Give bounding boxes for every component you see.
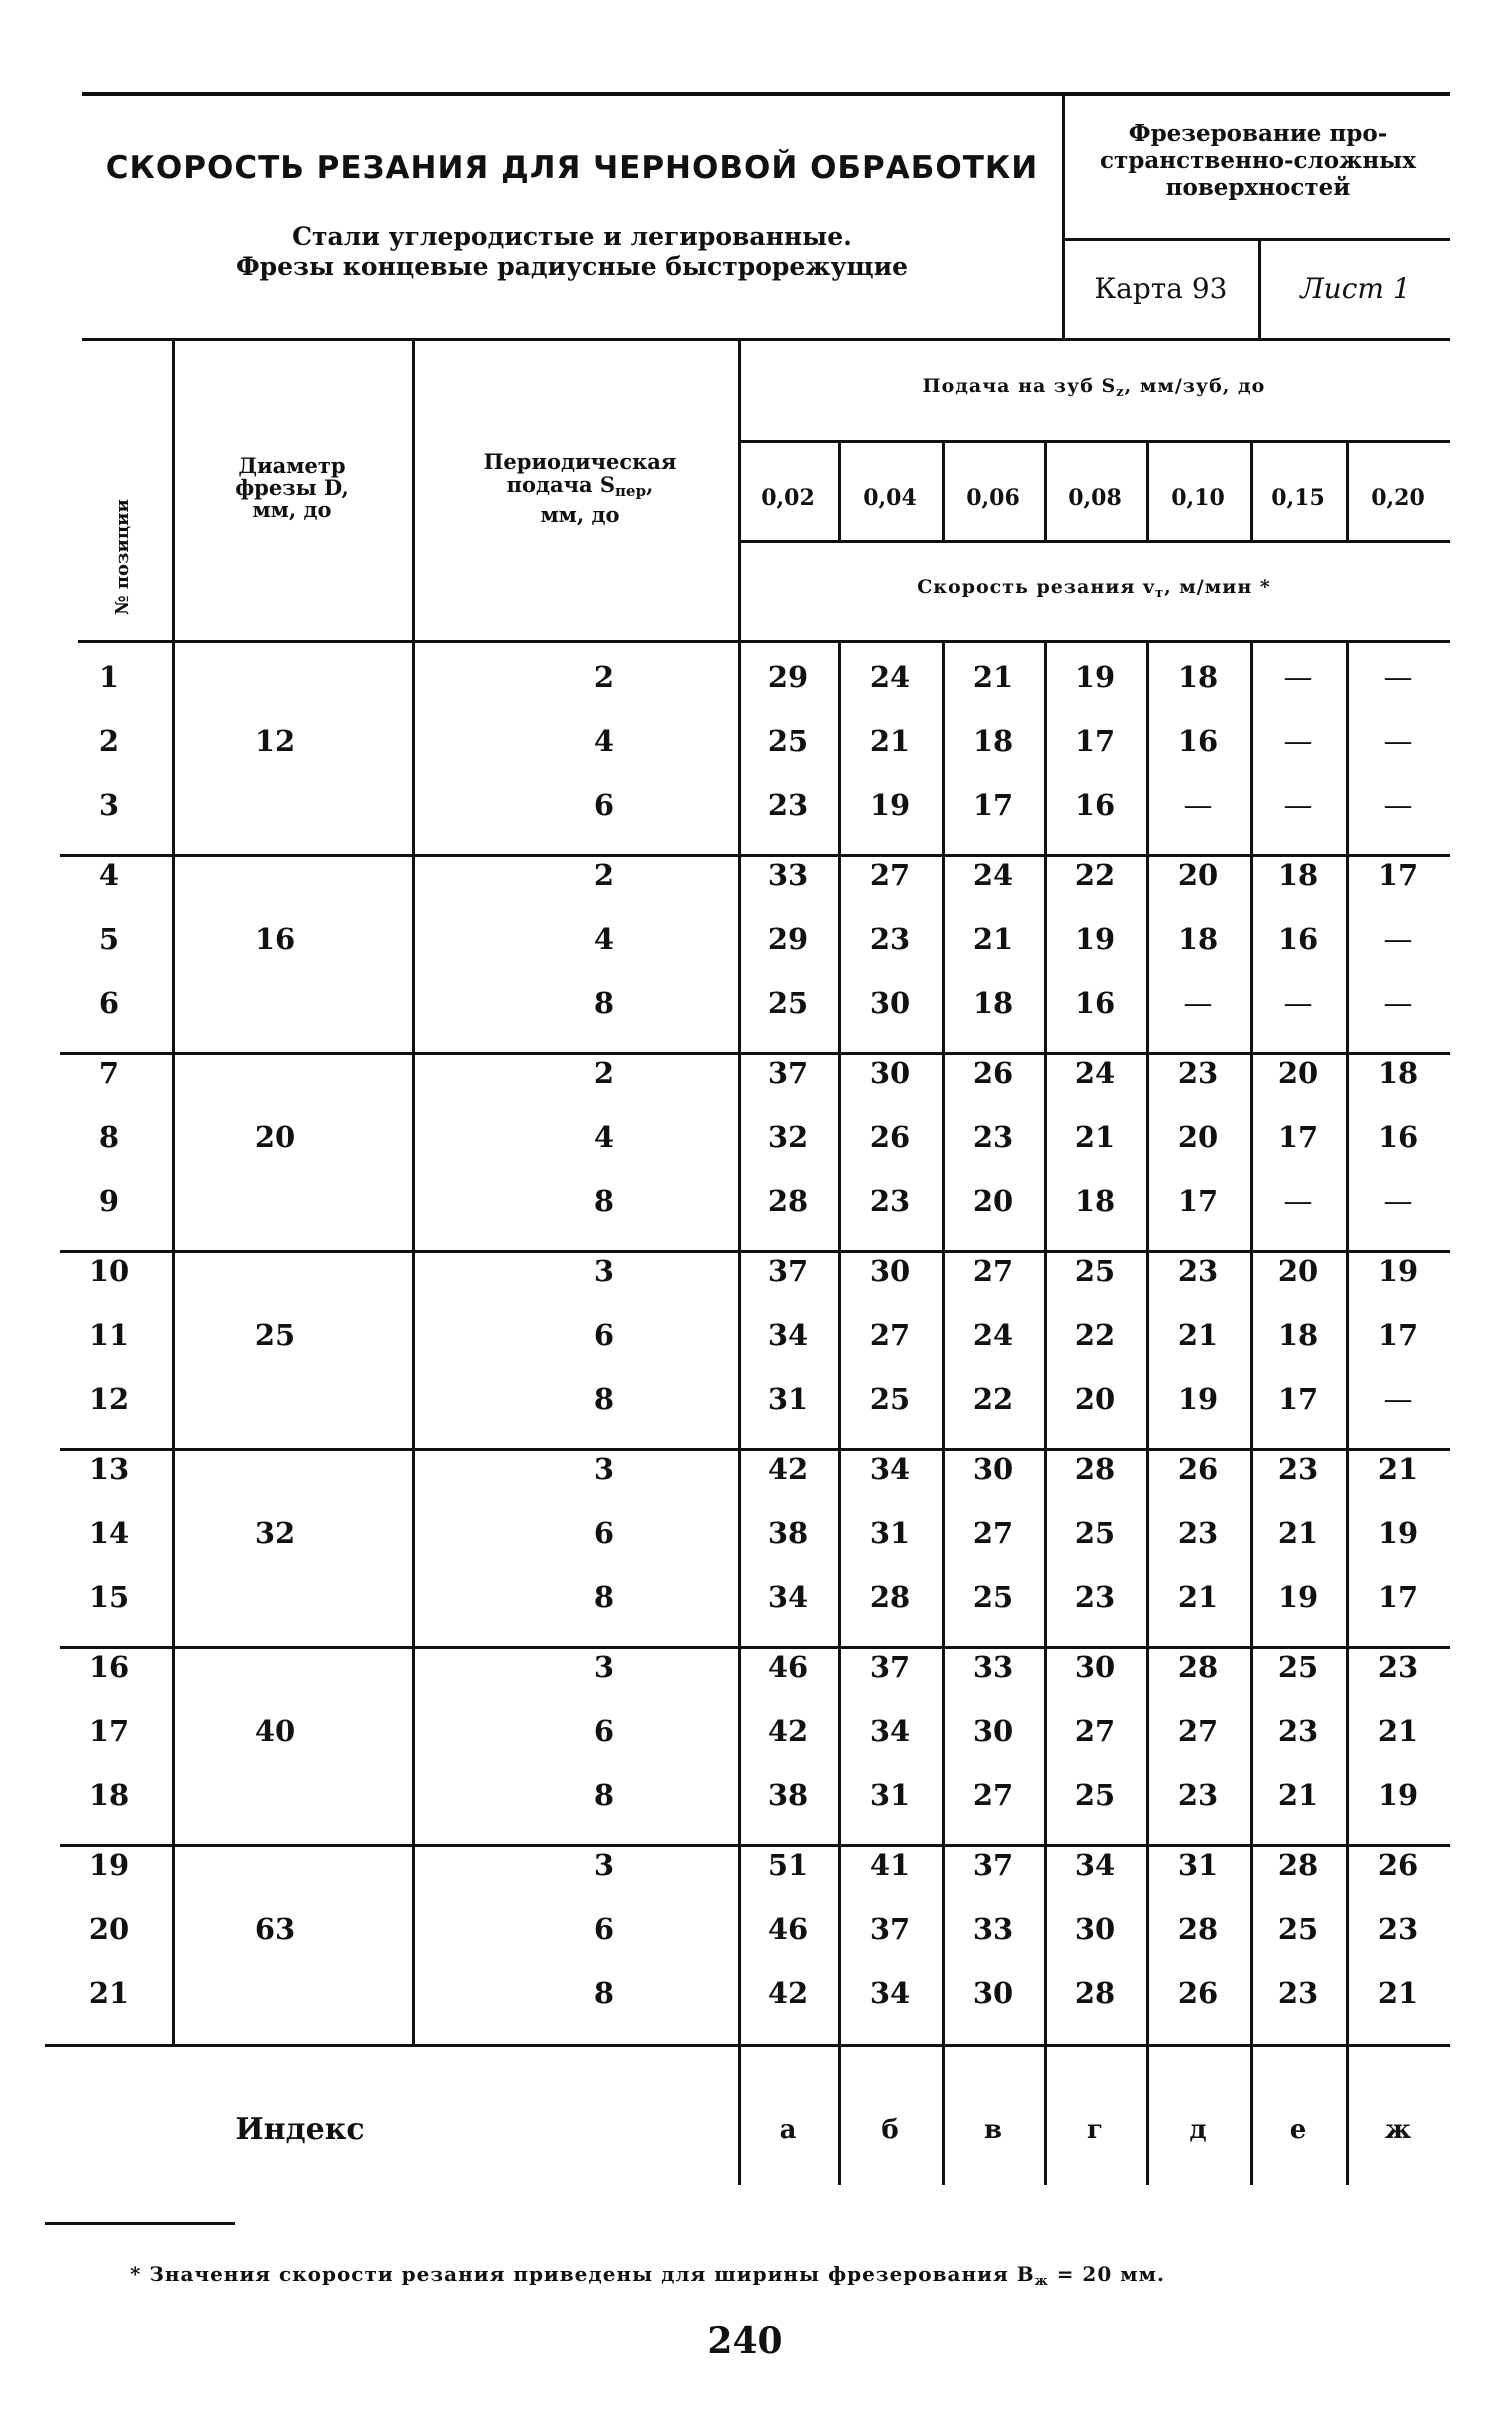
speed-value: 17 — [1074, 724, 1116, 758]
speed-value: 22 — [1074, 858, 1116, 892]
speed-value: 37 — [869, 1912, 911, 1946]
speed-value: — — [1383, 724, 1413, 758]
speed-value: 24 — [869, 660, 911, 694]
table-rule — [45, 2044, 1450, 2047]
speed-value: — — [1183, 986, 1213, 1020]
column-header-line — [420, 473, 740, 503]
table-rule — [838, 440, 841, 540]
speed-value: 20 — [1277, 1254, 1319, 1288]
speed-value: 25 — [972, 1580, 1014, 1614]
table-rule — [1346, 440, 1349, 540]
periodic-feed: 6 — [593, 1714, 615, 1748]
footnote-text: = 20 мм. — [1048, 2262, 1165, 2286]
speed-value: 20 — [1277, 1056, 1319, 1090]
position-number: 10 — [88, 1254, 130, 1288]
cutter-diameter: 20 — [254, 1120, 296, 1154]
speed-value: 37 — [767, 1254, 809, 1288]
periodic-feed: 2 — [593, 1056, 615, 1090]
column-header-position — [112, 499, 152, 615]
periodic-feed: 3 — [593, 1452, 615, 1486]
speed-value: 30 — [972, 1452, 1014, 1486]
speed-value: 25 — [767, 986, 809, 1020]
speed-value: 31 — [869, 1778, 911, 1812]
speed-value: 25 — [1074, 1778, 1116, 1812]
page-number: 240 — [707, 2320, 783, 2362]
speed-value: 16 — [1074, 788, 1116, 822]
speed-value: 20 — [1074, 1382, 1116, 1416]
speed-value: 42 — [767, 1714, 809, 1748]
position-number: 5 — [98, 922, 120, 956]
position-number: 15 — [88, 1580, 130, 1614]
speed-value: 31 — [767, 1382, 809, 1416]
column-header-text: , мм/зуб, до — [1124, 375, 1266, 397]
speed-value: 25 — [1074, 1254, 1116, 1288]
speed-value: 18 — [1074, 1184, 1116, 1218]
speed-value: 21 — [1277, 1778, 1319, 1812]
subtitle-line: Стали углеродистые и легированные. — [292, 222, 852, 251]
speed-value: — — [1283, 986, 1313, 1020]
cutter-diameter: 63 — [254, 1912, 296, 1946]
speed-value: 30 — [869, 1254, 911, 1288]
speed-value: 33 — [767, 858, 809, 892]
speed-value: 17 — [1377, 1318, 1419, 1352]
speed-value: 16 — [1074, 986, 1116, 1020]
speed-value: 34 — [869, 1714, 911, 1748]
speed-value: 18 — [1277, 1318, 1319, 1352]
footnote-text: * Значения скорости резания приведены для ширины фрезерования B — [130, 2262, 1035, 2286]
position-number: 16 — [88, 1650, 130, 1684]
speed-value: 42 — [767, 1452, 809, 1486]
speed-value: 24 — [1074, 1056, 1116, 1090]
speed-value: 16 — [1377, 1120, 1419, 1154]
speed-value: 27 — [972, 1254, 1014, 1288]
column-header-feed-per-tooth — [738, 375, 1450, 400]
sheet-number: Лист 1 — [1300, 272, 1411, 305]
index-value: г — [1087, 2115, 1103, 2145]
speed-value: 30 — [1074, 1650, 1116, 1684]
periodic-feed: 4 — [593, 1120, 615, 1154]
feed-value: 0,04 — [863, 485, 917, 511]
position-number: 7 — [98, 1056, 120, 1090]
cutter-diameter: 12 — [254, 724, 296, 758]
speed-value: 23 — [767, 788, 809, 822]
speed-value: 23 — [1074, 1580, 1116, 1614]
speed-value: 23 — [1177, 1516, 1219, 1550]
speed-value: 23 — [1177, 1778, 1219, 1812]
table-rule — [60, 1844, 1450, 1847]
periodic-feed: 3 — [593, 1848, 615, 1882]
speed-value: 23 — [869, 922, 911, 956]
column-header-text: , м/мин * — [1164, 576, 1271, 598]
speed-value: 26 — [1377, 1848, 1419, 1882]
column-header-diameter — [172, 455, 412, 521]
column-header-text: Подача на зуб S — [922, 375, 1117, 397]
speed-value: 28 — [1177, 1650, 1219, 1684]
speed-value: 46 — [767, 1912, 809, 1946]
speed-value: 23 — [1277, 1976, 1319, 2010]
speed-value: — — [1283, 724, 1313, 758]
subtitle — [82, 222, 1062, 282]
speed-value: 41 — [869, 1848, 911, 1882]
periodic-feed: 3 — [593, 1650, 615, 1684]
speed-value: 28 — [1074, 1452, 1116, 1486]
speed-value: 30 — [1074, 1912, 1116, 1946]
table-rule — [942, 440, 945, 540]
speed-value: 19 — [1377, 1516, 1419, 1550]
speed-value: 18 — [1177, 660, 1219, 694]
speed-value: 30 — [869, 1056, 911, 1090]
speed-value: 21 — [1377, 1714, 1419, 1748]
speed-value: 21 — [1074, 1120, 1116, 1154]
index-value: е — [1289, 2115, 1307, 2145]
cutter-diameter: 40 — [254, 1714, 296, 1748]
periodic-feed: 3 — [593, 1254, 615, 1288]
column-header-text: , — [646, 472, 654, 497]
speed-value: 25 — [767, 724, 809, 758]
index-value: д — [1189, 2115, 1207, 2145]
speed-value: 30 — [869, 986, 911, 1020]
table-rule — [78, 640, 1450, 643]
speed-value: 27 — [869, 1318, 911, 1352]
cutter-diameter: 32 — [254, 1516, 296, 1550]
speed-value: 42 — [767, 1976, 809, 2010]
speed-value: 34 — [767, 1318, 809, 1352]
speed-value: 17 — [1377, 1580, 1419, 1614]
table-rule — [1146, 440, 1149, 540]
footnote-rule — [45, 2222, 235, 2225]
table-rule — [412, 340, 415, 2044]
subscript: z — [1116, 385, 1125, 400]
speed-value: 19 — [1074, 660, 1116, 694]
speed-value: 37 — [869, 1650, 911, 1684]
speed-value: 17 — [1277, 1120, 1319, 1154]
speed-value: 24 — [972, 858, 1014, 892]
speed-value: — — [1283, 788, 1313, 822]
speed-value: 28 — [1277, 1848, 1319, 1882]
position-number: 9 — [98, 1184, 120, 1218]
speed-value: 17 — [1177, 1184, 1219, 1218]
position-number: 18 — [88, 1778, 130, 1812]
speed-value: 27 — [1074, 1714, 1116, 1748]
speed-value: 34 — [869, 1976, 911, 2010]
speed-value: 27 — [972, 1778, 1014, 1812]
column-header-line: Диаметр — [238, 453, 346, 478]
section-title-line: Фрезерование про- — [1128, 120, 1388, 147]
cutter-diameter: 25 — [254, 1318, 296, 1352]
speed-value: — — [1383, 1382, 1413, 1416]
card-number: Карта 93 — [1094, 272, 1228, 305]
subtitle-line: Фрезы концевые радиусные быстрорежущие — [235, 252, 909, 281]
index-value: б — [881, 2115, 899, 2145]
speed-value: 23 — [1177, 1056, 1219, 1090]
speed-value: 28 — [869, 1580, 911, 1614]
table-rule — [60, 1646, 1450, 1649]
speed-value: — — [1183, 788, 1213, 822]
speed-value: 19 — [1177, 1382, 1219, 1416]
periodic-feed: 8 — [593, 986, 615, 1020]
position-number: 20 — [88, 1912, 130, 1946]
position-number: 8 — [98, 1120, 120, 1154]
page-title: СКОРОСТЬ РЕЗАНИЯ ДЛЯ ЧЕРНОВОЙ ОБРАБОТКИ — [105, 150, 1039, 186]
periodic-feed: 6 — [593, 788, 615, 822]
speed-value: 30 — [972, 1976, 1014, 2010]
speed-value: 21 — [972, 660, 1014, 694]
speed-value: 16 — [1277, 922, 1319, 956]
speed-value: 27 — [972, 1516, 1014, 1550]
index-value: а — [779, 2115, 797, 2145]
table-rule — [172, 340, 175, 2044]
speed-value: 25 — [1277, 1912, 1319, 1946]
speed-value: 26 — [869, 1120, 911, 1154]
speed-value: 23 — [1377, 1650, 1419, 1684]
speed-value: 21 — [1277, 1516, 1319, 1550]
table-rule — [1250, 440, 1253, 540]
subscript: ж — [1034, 2274, 1049, 2289]
column-header-line: мм, до — [252, 497, 332, 522]
subscript: т — [1155, 586, 1165, 601]
table-rule — [60, 1250, 1450, 1253]
index-label: Индекс — [235, 2112, 365, 2147]
position-number: 2 — [98, 724, 120, 758]
speed-value: — — [1283, 660, 1313, 694]
speed-value: 37 — [767, 1056, 809, 1090]
speed-value: 29 — [767, 660, 809, 694]
subscript: пер — [615, 482, 647, 500]
position-number: 3 — [98, 788, 120, 822]
speed-value: 21 — [1177, 1318, 1219, 1352]
feed-value: 0,10 — [1171, 485, 1225, 511]
periodic-feed: 4 — [593, 724, 615, 758]
speed-value: 46 — [767, 1650, 809, 1684]
section-title — [1066, 120, 1450, 201]
position-number: 17 — [88, 1714, 130, 1748]
table-rule — [738, 440, 1450, 443]
speed-value: 20 — [1177, 1120, 1219, 1154]
speed-value: 29 — [767, 922, 809, 956]
speed-value: 17 — [972, 788, 1014, 822]
table-rule — [60, 854, 1450, 857]
position-number: 1 — [98, 660, 120, 694]
periodic-feed: 8 — [593, 1382, 615, 1416]
speed-value: 19 — [1277, 1580, 1319, 1614]
speed-value: 21 — [1177, 1580, 1219, 1614]
header-divider — [1064, 238, 1450, 241]
speed-value: 26 — [1177, 1976, 1219, 2010]
periodic-feed: 4 — [593, 922, 615, 956]
position-number: 4 — [98, 858, 120, 892]
speed-value: 18 — [972, 724, 1014, 758]
speed-value: 28 — [767, 1184, 809, 1218]
speed-value: — — [1283, 1184, 1313, 1218]
periodic-feed: 8 — [593, 1580, 615, 1614]
position-number: 14 — [88, 1516, 130, 1550]
index-value: в — [983, 2115, 1003, 2145]
speed-value: 25 — [869, 1382, 911, 1416]
speed-value: 22 — [972, 1382, 1014, 1416]
speed-value: 34 — [767, 1580, 809, 1614]
speed-value: 23 — [869, 1184, 911, 1218]
feed-value: 0,15 — [1271, 485, 1325, 511]
speed-value: 28 — [1074, 1976, 1116, 2010]
feed-value: 0,08 — [1068, 485, 1122, 511]
speed-value: 38 — [767, 1778, 809, 1812]
speed-value: 18 — [972, 986, 1014, 1020]
speed-value: 21 — [1377, 1452, 1419, 1486]
column-header-position-label: № позиции — [112, 499, 133, 615]
speed-value: 37 — [972, 1848, 1014, 1882]
speed-value: 16 — [1177, 724, 1219, 758]
speed-value: 23 — [1277, 1714, 1319, 1748]
column-header-line: фрезы D, — [235, 475, 349, 500]
speed-value: 32 — [767, 1120, 809, 1154]
cutter-diameter: 16 — [254, 922, 296, 956]
periodic-feed: 6 — [593, 1516, 615, 1550]
position-number: 11 — [88, 1318, 130, 1352]
speed-value: 27 — [1177, 1714, 1219, 1748]
speed-value: 21 — [1377, 1976, 1419, 2010]
position-number: 13 — [88, 1452, 130, 1486]
speed-value: 33 — [972, 1650, 1014, 1684]
speed-value: 19 — [1377, 1254, 1419, 1288]
periodic-feed: 6 — [593, 1318, 615, 1352]
speed-value: 18 — [1377, 1056, 1419, 1090]
speed-value: 19 — [869, 788, 911, 822]
speed-value: 23 — [1177, 1254, 1219, 1288]
speed-value: 19 — [1377, 1778, 1419, 1812]
speed-value: 31 — [869, 1516, 911, 1550]
speed-value: 33 — [972, 1912, 1014, 1946]
table-rule — [60, 1448, 1450, 1451]
position-number: 21 — [88, 1976, 130, 2010]
periodic-feed: 2 — [593, 660, 615, 694]
column-header-line: Периодическая — [483, 449, 677, 474]
position-number: 12 — [88, 1382, 130, 1416]
speed-value: 23 — [1377, 1912, 1419, 1946]
speed-value: 28 — [1177, 1912, 1219, 1946]
table-rule — [738, 540, 1450, 543]
speed-value: 38 — [767, 1516, 809, 1550]
feed-value: 0,20 — [1371, 485, 1425, 511]
periodic-feed: 6 — [593, 1912, 615, 1946]
speed-value: — — [1383, 986, 1413, 1020]
speed-value: 26 — [1177, 1452, 1219, 1486]
column-header-line: мм, до — [540, 502, 620, 527]
column-header-periodic-feed — [420, 450, 740, 526]
speed-value: 23 — [972, 1120, 1014, 1154]
periodic-feed: 8 — [593, 1778, 615, 1812]
periodic-feed: 8 — [593, 1184, 615, 1218]
speed-value: — — [1383, 922, 1413, 956]
speed-value: 20 — [972, 1184, 1014, 1218]
speed-value: — — [1383, 1184, 1413, 1218]
speed-value: 20 — [1177, 858, 1219, 892]
periodic-feed: 2 — [593, 858, 615, 892]
speed-value: 30 — [972, 1714, 1014, 1748]
speed-value: 22 — [1074, 1318, 1116, 1352]
feed-value: 0,02 — [761, 485, 815, 511]
column-header-cutting-speed — [738, 576, 1450, 601]
feed-value: 0,06 — [966, 485, 1020, 511]
speed-value: 18 — [1177, 922, 1219, 956]
table-rule — [60, 1052, 1450, 1055]
speed-value: 25 — [1277, 1650, 1319, 1684]
speed-value: 17 — [1277, 1382, 1319, 1416]
speed-value: 26 — [972, 1056, 1014, 1090]
position-number: 19 — [88, 1848, 130, 1882]
header-bottom-rule — [82, 338, 1450, 341]
speed-value: 27 — [869, 858, 911, 892]
speed-value: 18 — [1277, 858, 1319, 892]
section-title-line: поверхностей — [1165, 174, 1351, 201]
speed-value: 19 — [1074, 922, 1116, 956]
top-rule — [82, 92, 1450, 96]
table-rule — [1044, 440, 1047, 540]
speed-value: 31 — [1177, 1848, 1219, 1882]
speed-value: — — [1383, 788, 1413, 822]
speed-value: 23 — [1277, 1452, 1319, 1486]
index-value: ж — [1384, 2115, 1412, 2145]
speed-value: 17 — [1377, 858, 1419, 892]
position-number: 6 — [98, 986, 120, 1020]
footnote — [130, 2262, 1380, 2289]
column-header-text: Скорость резания v — [917, 576, 1156, 598]
speed-value: 34 — [1074, 1848, 1116, 1882]
speed-value: — — [1383, 660, 1413, 694]
section-title-line: странственно-сложных — [1100, 147, 1416, 174]
speed-value: 21 — [869, 724, 911, 758]
speed-value: 25 — [1074, 1516, 1116, 1550]
column-header-text: подача S — [506, 472, 616, 497]
speed-value: 21 — [972, 922, 1014, 956]
speed-value: 34 — [869, 1452, 911, 1486]
speed-value: 24 — [972, 1318, 1014, 1352]
periodic-feed: 8 — [593, 1976, 615, 2010]
speed-value: 51 — [767, 1848, 809, 1882]
